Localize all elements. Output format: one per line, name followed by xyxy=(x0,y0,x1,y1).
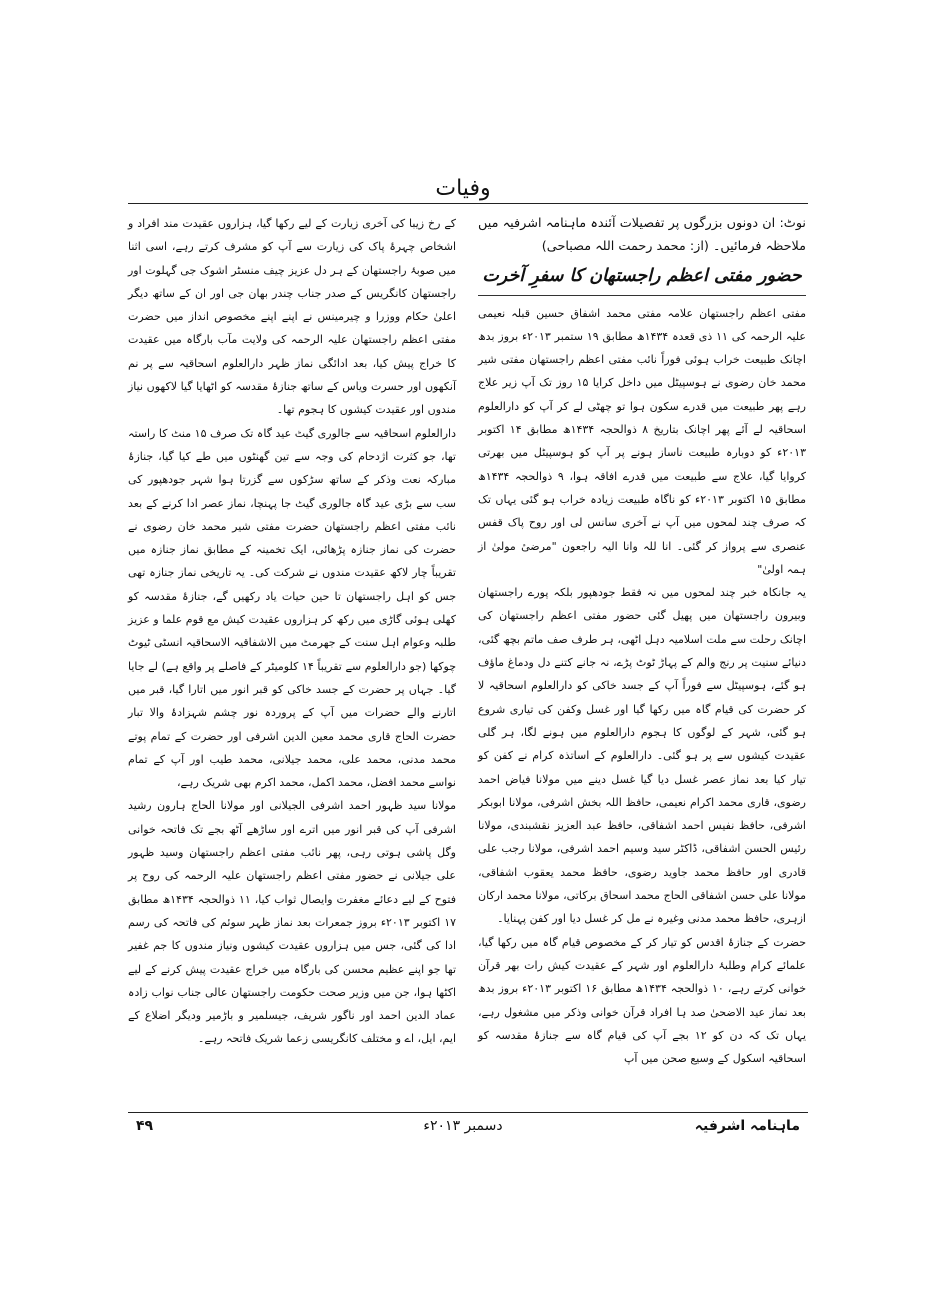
page-number: ۴۹ xyxy=(136,1118,154,1134)
paragraph: کے رخ زیبا کی آخری زیارت کے لیے رکھا گیا، ہزاروں عقیدت مند افراد و اشخاص چہرۂ پاک کی زیارت سے آپ کو مشرف کرتے رہے، اسی اثنا میں صوبۂ راجستھان کے ہر دل عزیز چیف منسٹر اشوک جی گہلوت اور راجستھان کانگریس کے صدر جناب چندر بھان جی اور ان کے ساتھ دیگر اعلیٰ حکام ووزرا و چیرمینس نے اپنے اپنے مخصوص انداز میں حضرت مفتی اعظم راجستھان علیہ الرحمہ کی ولایت مآب بارگاہ میں عقیدت کا خراج پیش کیا، بعد ادائگی نماز ظہر دارالعلوم اسحاقیہ سے پر نم آنکھوں اور حسرت ویاس کے ساتھ جنازۂ مقدسہ کو اٹھایا گیا لاکھوں نیاز مندوں اور عقیدت کیشوں کا ہجوم تھا۔ xyxy=(128,217,456,417)
paragraph: مفتی اعظم راجستھان علامہ مفتی محمد اشفاق حسین قبلہ نعیمی علیہ الرحمہ کی ۱۱ ذی قعدہ ۱۴۳۴ھ مطابق ۱۹ ستمبر ۲۰۱۳ء بروز بدھ اچانک طبیعت خراب ہوئی فوراً نائب مفتی اعظم راجستھان مفتی شیر محمد خان رضوی نے ہوسپیٹل میں داخل کرایا ۱۵ روز تک آپ زیر علاج رہے پھر طبیعت میں قدرے سکون ہوا تو چھٹی لے کر آپ کو دارالعلوم اسحاقیہ لے آئے پھر اچانک بتاریخ ۸ ذوالحجہ ۱۴۳۴ھ مطابق ۱۴ اکتوبر ۲۰۱۳ء کو دوبارہ طبیعت ناساز ہونے پر آپ کو ہوسپیٹل میں بھرتی کروایا گیا، علاج سے طبیعت میں قدرے افاقہ ہوا، ۹ ذوالحجہ ۱۴۳۴ھ مطابق ۱۵ اکتوبر ۲۰۱۳ء کو ناگاہ طبیعت زیادہ خراب ہو گئی یہاں تک کہ صرف چند لمحوں میں آپ نے آخری سانس لی اور روح پاک قفس عنصری سے پرواز کر گئی۔ انا للہ وانا الیہ راجعون "مرضیٔ مولیٰ از ہمہ اولیٰ" xyxy=(478,306,807,576)
header-rule xyxy=(128,203,808,204)
right-column xyxy=(478,212,806,1070)
paragraph: حضرت کے جنازۂ اقدس کو تیار کر کے مخصوص قیام گاہ میں رکھا گیا، علمائے کرام وطلبۂ دارالعلوم اور شہر کے عقیدت کیش رات بھر قرآن خوانی کرتے رہے، ۱۰ ذوالحجہ ۱۴۳۴ھ مطابق ۱۶ اکتوبر ۲۰۱۳ء بروز بدھ بعد نماز عید الاضحیٰ صد ہا افراد قرآن خوانی وذکر میں مشغول رہے، یہاں تک کہ دن کو ۱۲ بجے آپ کی قیام گاہ سے جنازۂ مقدسہ کو اسحاقیہ اسکول کے وسیع صحن میں آپ xyxy=(478,935,807,1066)
paragraph: دارالعلوم اسحاقیہ سے جالوری گیٹ عید گاہ تک صرف ۱۵ منٹ کا راستہ تھا، جو کثرت اژدحام کی وجہ سے تین گھنٹوں میں طے کیا گیا، جنازۂ مبارکہ نعت وذکر کے ساتھ سڑکوں سے گزرتا ہوا شہر جودھپور کی سب سے بڑی عید گاہ جالوری گیٹ جا پہنچا، نماز عصر ادا کرنے کے بعد نائب مفتی اعظم راجستھان حضرت مفتی شیر محمد خان رضوی نے حضرت کی نماز جنازہ پڑھائی، ایک تخمینہ کے مطابق نماز جنازہ میں تقریباً چار لاکھ عقیدت مندوں نے شرکت کی۔ یہ تاریخی نماز جنازہ تھی جس کو اہل راجستھان تا حین حیات یاد رکھیں گے، جنازۂ مقدسہ کو کھلی ہوئی گاڑی میں رکھ کر ہزاروں عقیدت کیش مع قوم علما و عزیز طلبہ وعوام اہل سنت کے جھرمٹ میں الاشفاقیہ الاسحاقیہ انسٹی ٹیوٹ چوکھا (جو دارالعلوم سے تقریباً ۱۴ کلومیٹر کے فاصلے پر واقع ہے) لے جایا گیا۔ جہاں پر حضرت کے جسد خاکی کو قبر انور میں اتارا گیا، قبر میں اتارنے والے حضرات میں آپ کے پروردہ نور چشم شہزادۂ والا تبار حضرت الحاج قاری محمد معین الدین اشرفی اور حضرت کے تمام پوتے محمد مدنی، محمد علی، محمد جیلانی، محمد طیب اور آپ کے تمام نواسے محمد افضل، محمد اکمل، محمد اکرم بھی شریک رہے، xyxy=(128,426,456,790)
paragraph: مولانا سید ظہور احمد اشرفی الجیلانی اور مولانا الحاج ہارون رشید اشرفی آپ کی قبر انور میں اترے اور ساڑھے آٹھ بجے تک فاتحہ خوانی وگل پاشی ہوتی رہی، پھر نائب مفتی اعظم راجستھان وسید ظہور علی جیلانی نے حضور مفتی اعظم راجستھان علیہ الرحمہ کی روح پر فتوح کے لیے دعائے مغفرت وایصال ثواب کیا، ۱۱ ذوالحجہ ۱۴۳۴ھ مطابق ۱۷ اکتوبر ۲۰۱۳ء بروز جمعرات بعد نماز ظہر سوئم کی فاتحہ کی رسم ادا کی گئی، جس میں ہزاروں عقیدت کیشوں ونیاز مندوں کا جم غفیر تھا جو اپنے عظیم محسن کی بارگاہ میں خراج عقیدت پیش کرنے کے لیے اکٹھا ہوا، جن میں وزیر صحت حکومت راجستھان عالی جناب نواب زادہ عماد الدین احمد اور ناگور شریف، جیسلمیر و باڑمیر ودیگر اضلاع کے ایم، ایل، اے و مختلف کانگریسی زعما شریک فاتحہ رہے۔ xyxy=(128,799,457,1046)
editor-note: نوٹ: ان دونوں بزرگوں پر تفصیلات آئندہ ماہنامہ اشرفیہ میں ملاحظہ فرمائیں۔ (از: محمد رحمت اللہ مصباحی) xyxy=(478,216,806,255)
magazine-name: ماہنامہ اشرفیہ xyxy=(694,1118,800,1134)
section-header: وفیات xyxy=(435,176,491,201)
footer-rule xyxy=(128,1112,808,1113)
paragraph: یہ جانکاہ خبر چند لمحوں میں نہ فقط جودھپور بلکہ پورے راجستھان وبیرون راجستھان میں پھیل گئی حضور مفتی اعظم راجستھان کی اچانک رحلت سے ملت اسلامیہ دہل اٹھی، ہر طرف صف ماتم بچھ گئی، دنیائے سنیت پر رنج والم کے پہاڑ ٹوٹ پڑے، نہ جانے کتنے دل ودماغ ماؤف ہو گئے، ہوسپیٹل سے فوراً آپ کے جسد خاکی کو دارالعلوم اسحاقیہ لا کر حضرت کی قیام گاہ میں رکھا گیا اور غسل وکفن کی تیاری شروع ہو گئی، شہر کے لوگوں کا ہجوم دارالعلوم میں ہونے لگا، ہر گلی عقیدت کیشوں سے پر ہو گئی۔ دارالعلوم کے اساتذہ کرام نے کفن کو تیار کیا بعد نماز عصر غسل دیا گیا غسل دینے میں مولانا فیاض احمد رضوی، قاری محمد اکرام نعیمی، حافظ اللہ بخش اشرفی، مولانا ابوبکر اشرفی، حافظ نفیس احمد اشفاقی، حافظ عبد العزیز نقشبندی، مولانا رئیس الحسن اشفاقی، ڈاکٹر سید وسیم احمد اشرفی، مولانا رجب علی قادری اور حافظ محمد جاوید رضوی، حافظ محمد یعقوب اشفاقی، مولانا علی حسن اشفاقی الحاج محمد اسحاق برکاتی، مولانا محمد ارکان ازہری، حافظ محمد مدنی وغیرہ نے مل کر غسل دیا اور کفن پہنایا۔ xyxy=(478,586,806,926)
left-column xyxy=(128,212,456,1051)
article-title: حضور مفتی اعظم راجستھان کا سفرِ آخرت xyxy=(478,261,806,296)
issue-date: دسمبر ۲۰۱۳ء xyxy=(423,1118,503,1134)
